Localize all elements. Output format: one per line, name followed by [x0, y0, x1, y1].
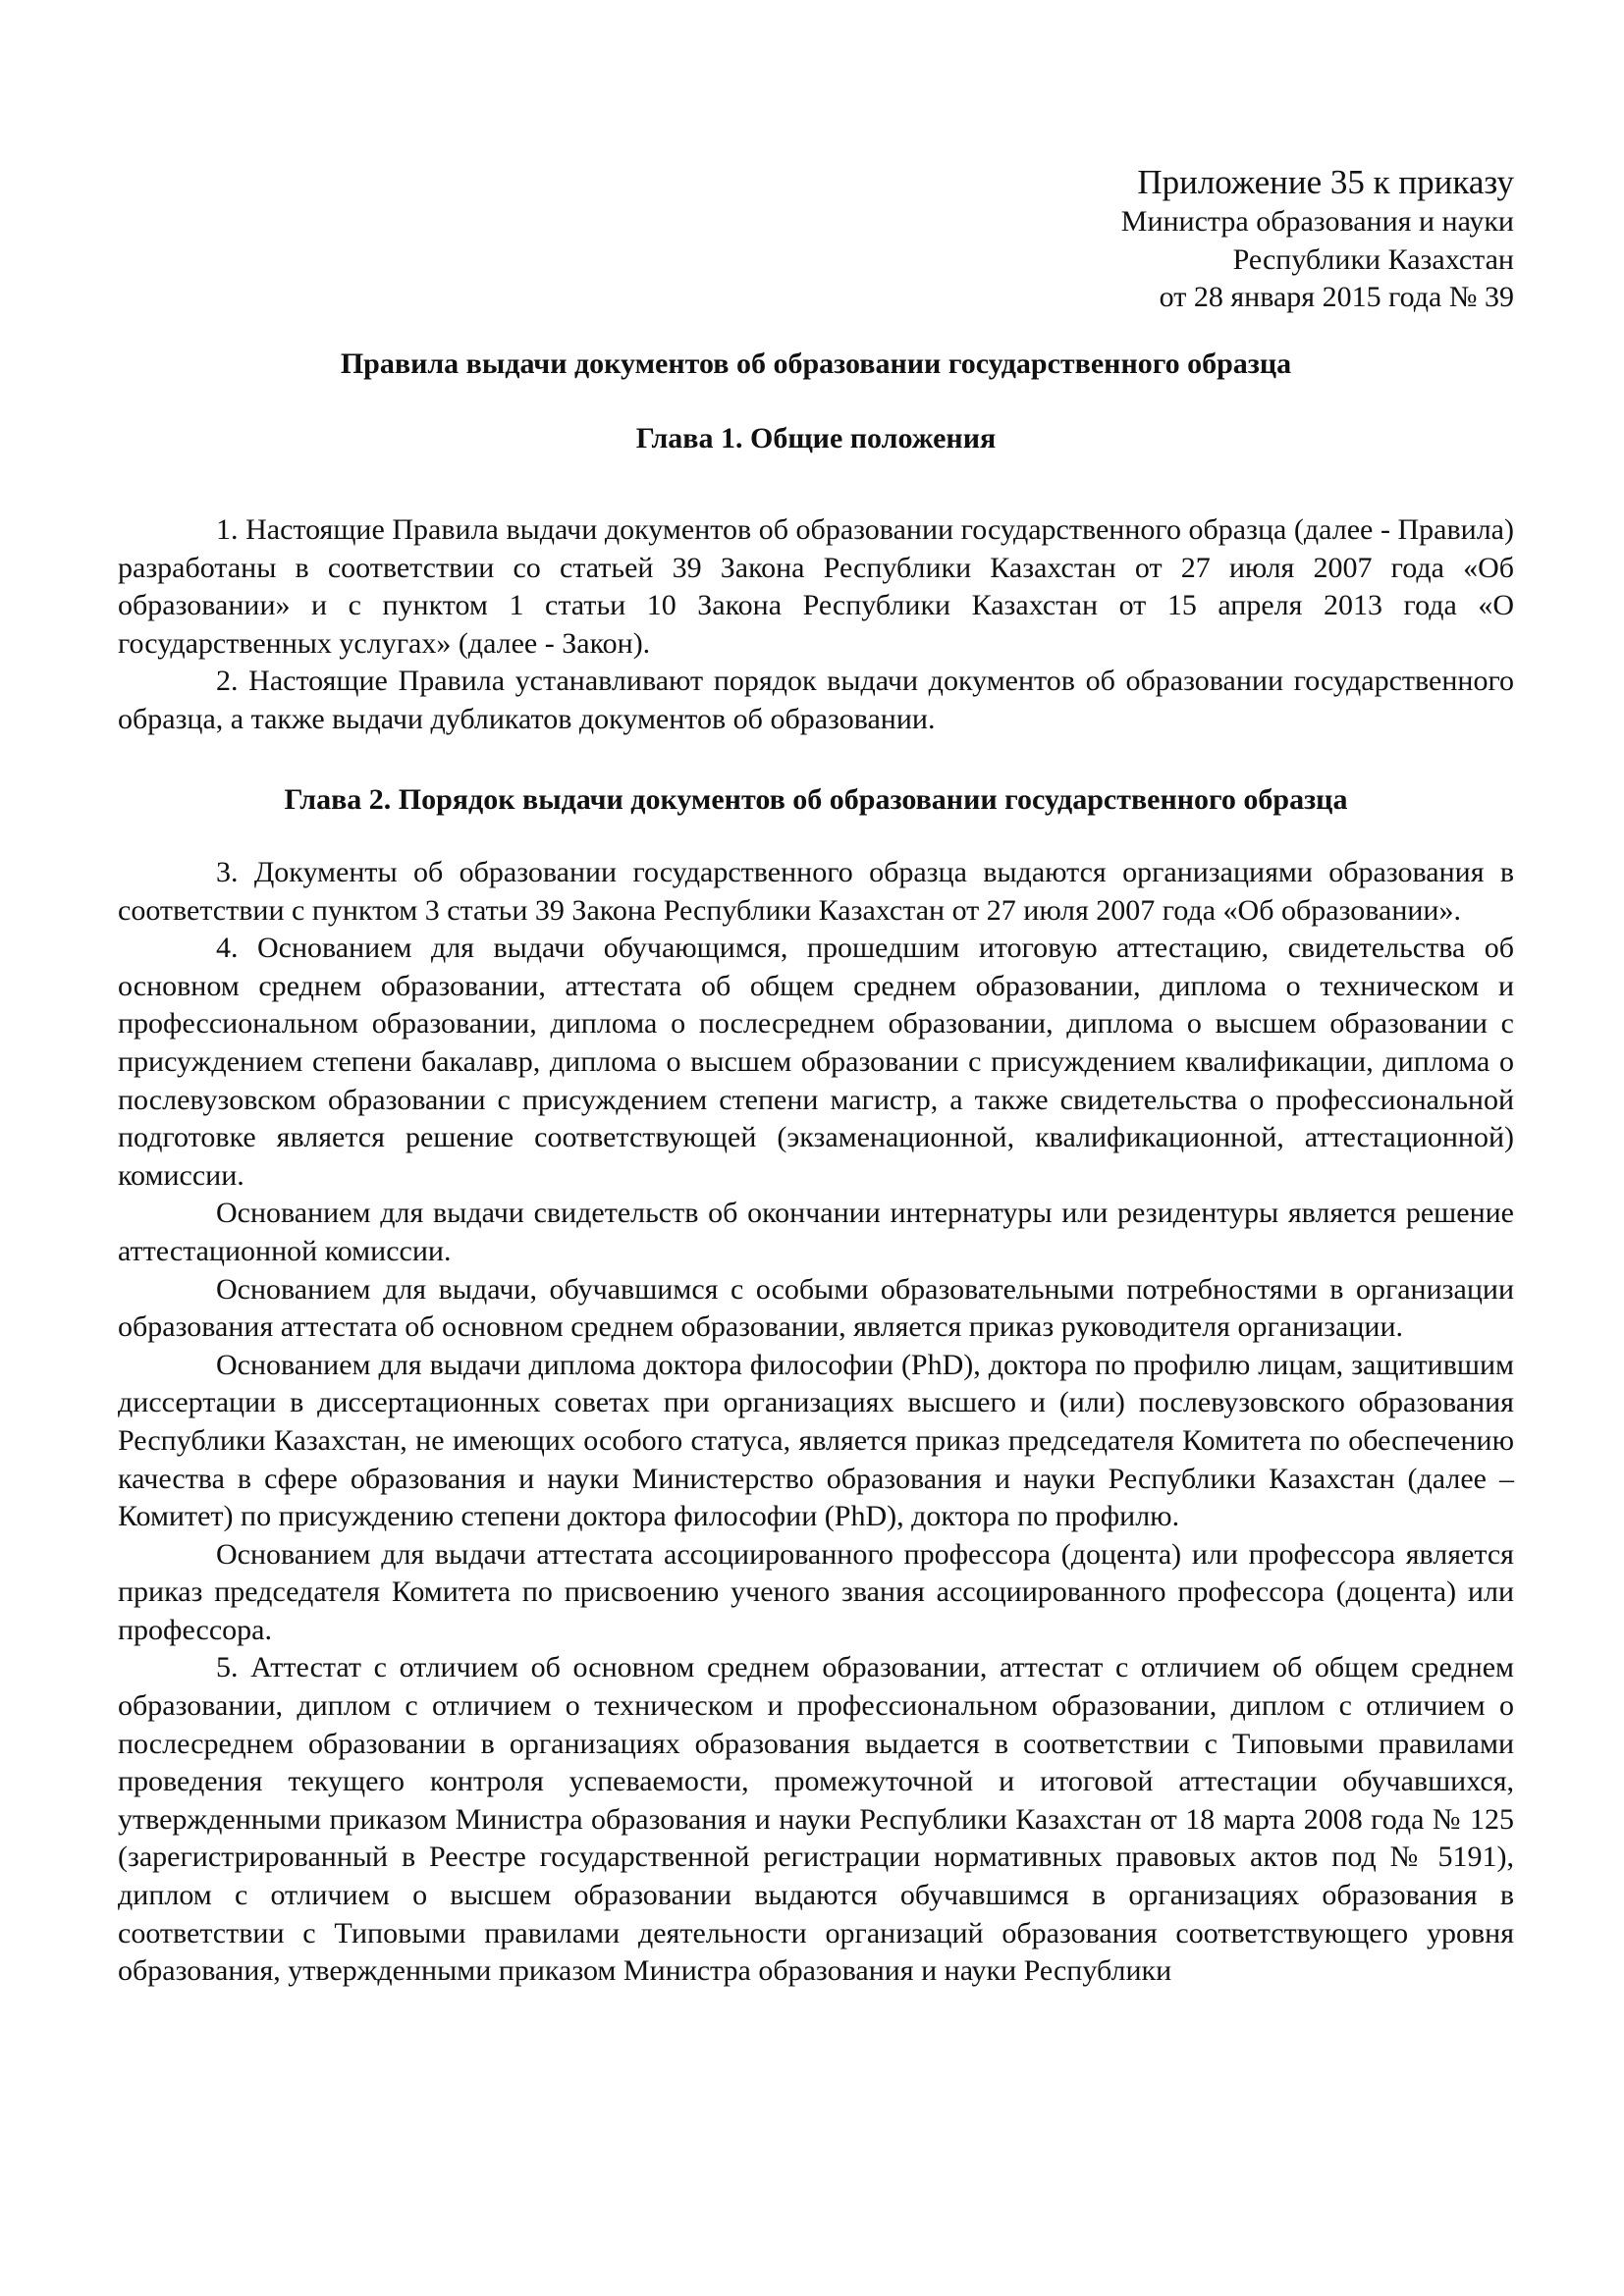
chapter-1-body [118, 511, 1514, 739]
appendix-date-line: от 28 января 2015 года № 39 [1159, 281, 1514, 313]
paragraph-2: 2. Настоящие Правила устанавливают порядок выдачи документов об образовании государственного образца, а также выдачи дубликатов документов об образовании. [118, 665, 1514, 735]
chapter-1-title: Глава 1. Общие положения [635, 422, 997, 454]
document-title: Правила выдачи документов об образовании государственного образца [340, 347, 1292, 380]
paragraph-4-special-needs: Основанием для выдачи, обучавшимся с особыми образовательными потребностями в организации образования аттестата об основном среднем образовании, является приказ руководителя организации. [118, 1272, 1514, 1344]
paragraph-4-professor: Основанием для выдачи аттестата ассоциированного профессора (доцента) или профессора является приказ председателя Комитета по присвоению ученого звания ассоциированного профессора (доцента) или профессора. [118, 1537, 1514, 1646]
appendix-number-line: Приложение 35 к приказу [1137, 163, 1514, 201]
chapter-2-body [118, 854, 1514, 1991]
chapter-2-title: Глава 2. Порядок выдачи документов об образовании государственного образца [284, 783, 1348, 816]
appendix-header [1121, 162, 1514, 317]
appendix-country-line: Республики Казахстан [1232, 242, 1514, 276]
paragraph-3: 3. Документы об образовании государственного образца выдаются организациями образования в соответствии с пунктом 3 статьи 39 Закона Республики Казахстан от 27 июля 2007 года «Об образовании». [118, 856, 1514, 927]
paragraph-4-phd: Основанием для выдачи диплома доктора философии (PhD), доктора по профилю лицам, защитившим диссертации в диссертационных советах при организациях высшего и (или) послевузовского образования Республики Казахстан, не имеющих особого статуса, является приказ председателя Комитета по обеспечению качества в сфере образования и науки Министерство образования и науки Республики Казахстан (далее – Комитет) по присуждению степени доктора философии (PhD), доктора по профилю. [118, 1348, 1514, 1533]
paragraph-4: 4. Основанием для выдачи обучающимся, прошедшим итоговую аттестацию, свидетельства об основном среднем образовании, аттестата об общем среднем образовании, диплома о техническом и профессиональном образовании, диплома о послесреднем образовании, диплома о высшем образовании с присуждением степени бакалавр, диплома о высшем образовании с присуждением квалификации, диплома о послевузовском образовании с присуждением степени магистр, а также свидетельства о профессиональной подготовке является решение соответствующей (экзаменационной, квалификационной, аттестационной) комиссии. [118, 932, 1514, 1192]
paragraph-4-internship: Основанием для выдачи свидетельств об окончании интернатуры или резидентуры является решение аттестационной комиссии. [118, 1197, 1514, 1267]
paragraph-1: 1. Настоящие Правила выдачи документов об образовании государственного образца (далее - Правила) разработаны в соответствии со статьей 39 Закона Республики Казахстан от 27 июля 2007 года «Об образовании» и с пунктом 1 статьи 10 Закона Республики Казахстан от 15 апреля 2013 года «О государственных услугах» (далее - Закон). [118, 513, 1514, 660]
appendix-ministry-line: Министра образования и науки [1120, 205, 1514, 238]
paragraph-5: 5. Аттестат с отличием об основном среднем образовании, аттестат с отличием об общем среднем образовании, диплом с отличием о техническом и профессиональном образовании, диплом с отличием о послесреднем образовании в организациях образования выдается в соответствии с Типовыми правилами проведения текущего контроля успеваемости, промежуточной и итоговой аттестации обучавшихся, утвержденными приказом Министра образования и науки Республики Казахстан от 18 марта 2008 года № 125 (зарегистрированный в Реестре государственной регистрации нормативных правовых актов под № 5191), диплом с отличием о высшем образовании выдаются обучавшимся в организациях образования в соответствии с Типовыми правилами деятельности организаций образования соответствующего уровня образования, утвержденными приказом Министра образования и науки Республики [118, 1651, 1514, 1988]
